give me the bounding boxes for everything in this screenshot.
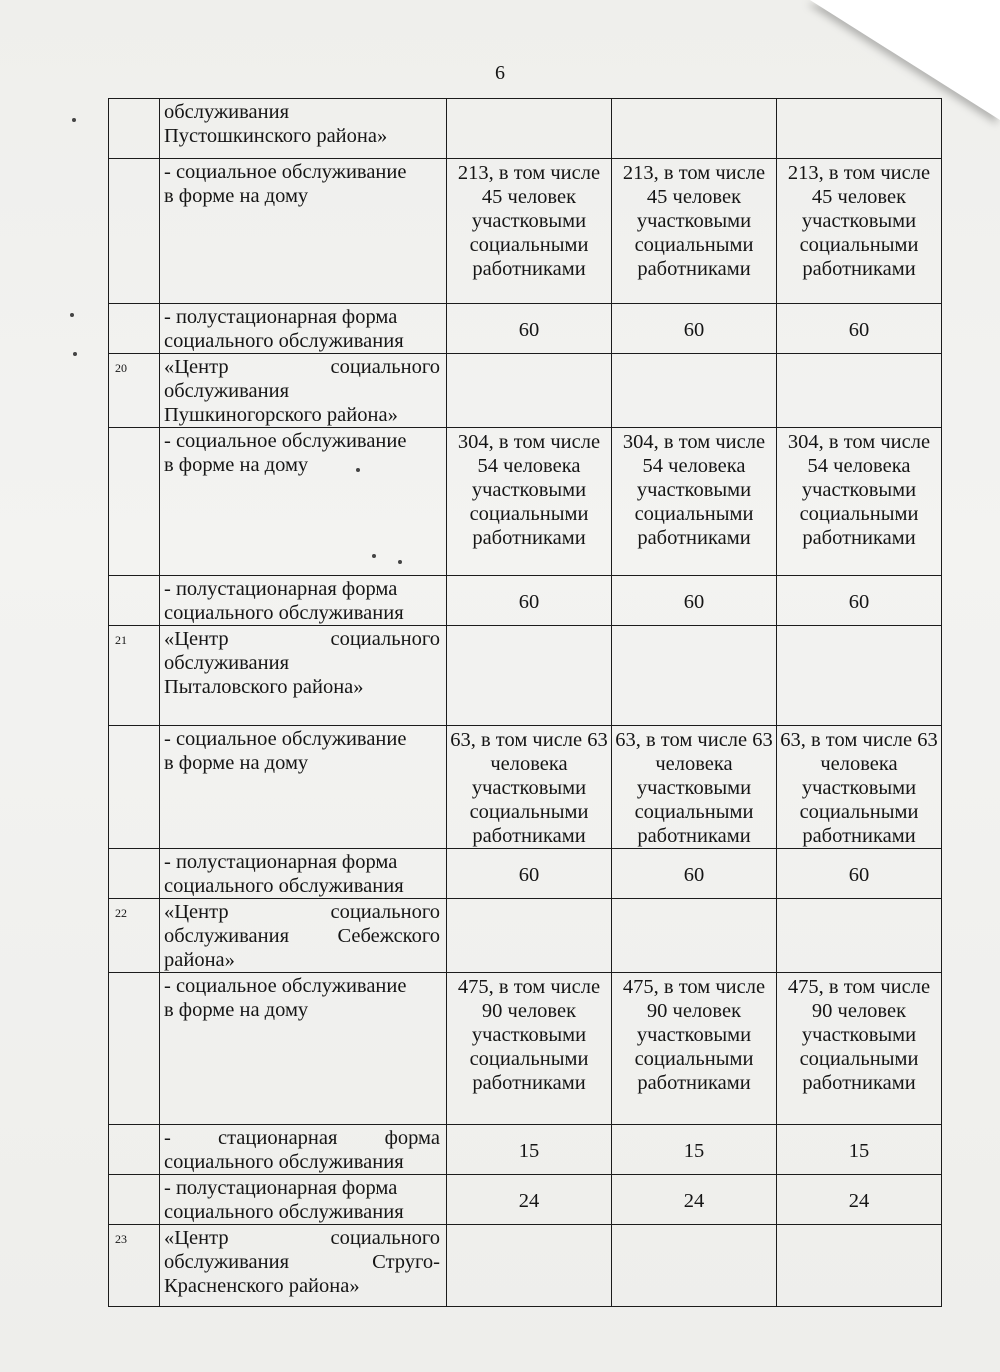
capacity-value-year-1 [447, 626, 612, 726]
table-row [109, 304, 942, 354]
page-number: 6 [495, 62, 505, 84]
service-name-line: «Центр социального [164, 901, 440, 923]
service-name-cell [160, 428, 447, 576]
row-number [109, 1175, 160, 1225]
services-table [108, 98, 942, 1307]
capacity-value-year-3 [777, 99, 942, 159]
table-row [109, 899, 942, 973]
service-name-line: «Центр социального [164, 1227, 440, 1249]
service-name-cell [160, 159, 447, 304]
service-name-line: - стационарная форма [164, 1127, 440, 1149]
table-row [109, 428, 942, 576]
service-name-cell [160, 726, 447, 849]
service-name-line: - социальное обслуживание [164, 430, 407, 452]
capacity-value-year-1 [447, 99, 612, 159]
row-number [109, 428, 160, 576]
table-row [109, 849, 942, 899]
service-name-line: - полустационарная форма [164, 578, 398, 600]
capacity-value-year-3: 60 [777, 849, 942, 899]
capacity-value-year-3: 304, в том числе 54 человека участковыми социальными работниками [777, 428, 942, 576]
row-number [109, 726, 160, 849]
table-row [109, 159, 942, 304]
service-name-cell [160, 576, 447, 626]
service-name-line: «Центр социального [164, 628, 440, 650]
table-row [109, 626, 942, 726]
table-row [109, 1225, 942, 1307]
table-row [109, 99, 942, 159]
capacity-value-year-1: 475, в том числе 90 человек участковыми социальными работниками [447, 973, 612, 1125]
service-name-line: обслуживания Себежского [164, 925, 440, 947]
service-name-line: района» [164, 949, 235, 971]
row-number [109, 99, 160, 159]
service-name-line: - полустационарная форма [164, 306, 398, 328]
capacity-value-year-3 [777, 899, 942, 973]
capacity-value-year-2: 15 [612, 1125, 777, 1175]
capacity-value-year-2: 60 [612, 576, 777, 626]
capacity-value-year-3: 60 [777, 304, 942, 354]
capacity-value-year-1: 60 [447, 849, 612, 899]
service-name-line: в форме на дому [164, 454, 309, 476]
capacity-value-year-2: 304, в том числе 54 человека участковыми социальными работниками [612, 428, 777, 576]
service-name-line: «Центр социального [164, 356, 440, 378]
service-name-line: - социальное обслуживание [164, 728, 407, 750]
capacity-value-year-2 [612, 99, 777, 159]
capacity-value-year-1: 304, в том числе 54 человека участковыми социальными работниками [447, 428, 612, 576]
service-name-line: социального обслуживания [164, 875, 404, 897]
capacity-value-year-2 [612, 1225, 777, 1307]
table-row [109, 354, 942, 428]
capacity-value-year-2: 63, в том числе 63 человека участковыми социальными работниками [612, 726, 777, 849]
service-name-line: социального обслуживания [164, 330, 404, 352]
row-number [109, 973, 160, 1125]
capacity-value-year-3 [777, 626, 942, 726]
table-row [109, 973, 942, 1125]
capacity-value-year-3: 24 [777, 1175, 942, 1225]
capacity-value-year-2 [612, 626, 777, 726]
service-name-line: обслуживания [164, 101, 290, 123]
table-row [109, 1175, 942, 1225]
service-name-cell [160, 626, 447, 726]
capacity-value-year-3: 63, в том числе 63 человека участковыми социальными работниками [777, 726, 942, 849]
service-name-cell [160, 849, 447, 899]
capacity-value-year-3: 213, в том числе 45 человек участковыми социальными работниками [777, 159, 942, 304]
service-name-cell [160, 973, 447, 1125]
capacity-value-year-2 [612, 354, 777, 428]
service-name-line: социального обслуживания [164, 602, 404, 624]
capacity-value-year-2: 475, в том числе 90 человек участковыми социальными работниками [612, 973, 777, 1125]
row-number [109, 159, 160, 304]
service-name-line: в форме на дому [164, 752, 309, 774]
capacity-value-year-3: 15 [777, 1125, 942, 1175]
capacity-value-year-2: 24 [612, 1175, 777, 1225]
table-row [109, 576, 942, 626]
capacity-value-year-1: 60 [447, 304, 612, 354]
capacity-value-year-2 [612, 899, 777, 973]
row-number [109, 849, 160, 899]
service-name-cell [160, 354, 447, 428]
service-name-line: в форме на дому [164, 185, 309, 207]
service-name-line: обслуживания [164, 652, 290, 674]
row-number [109, 576, 160, 626]
service-name-line: Пыталовского района» [164, 676, 364, 698]
capacity-value-year-1: 213, в том числе 45 человек участковыми социальными работниками [447, 159, 612, 304]
row-number: 23 [109, 1225, 160, 1307]
capacity-value-year-1: 63, в том числе 63 человека участковыми социальными работниками [447, 726, 612, 849]
capacity-value-year-1 [447, 354, 612, 428]
capacity-value-year-2: 60 [612, 304, 777, 354]
capacity-value-year-3: 475, в том числе 90 человек участковыми социальными работниками [777, 973, 942, 1125]
service-name-cell [160, 899, 447, 973]
capacity-value-year-1: 60 [447, 576, 612, 626]
service-name-line: в форме на дому [164, 999, 309, 1021]
capacity-value-year-2: 213, в том числе 45 человек участковыми социальными работниками [612, 159, 777, 304]
service-name-line: - социальное обслуживание [164, 161, 407, 183]
service-name-line: - социальное обслуживание [164, 975, 407, 997]
service-name-line: Пустошкинского района» [164, 125, 388, 147]
capacity-value-year-1: 15 [447, 1125, 612, 1175]
row-number: 22 [109, 899, 160, 973]
row-number [109, 1125, 160, 1175]
service-name-line: - полустационарная форма [164, 1177, 398, 1199]
row-number [109, 304, 160, 354]
service-name-cell [160, 99, 447, 159]
service-name-line: обслуживания Струго- [164, 1251, 440, 1273]
service-name-cell [160, 1225, 447, 1307]
capacity-value-year-3 [777, 1225, 942, 1307]
service-name-line: Красненского района» [164, 1275, 360, 1297]
service-name-cell [160, 304, 447, 354]
capacity-value-year-2: 60 [612, 849, 777, 899]
service-name-cell [160, 1125, 447, 1175]
service-name-line: социального обслуживания [164, 1201, 404, 1223]
service-name-line: социального обслуживания [164, 1151, 404, 1173]
row-number: 20 [109, 354, 160, 428]
service-name-line: обслуживания [164, 380, 290, 402]
capacity-value-year-1 [447, 1225, 612, 1307]
capacity-value-year-1: 24 [447, 1175, 612, 1225]
row-number: 21 [109, 626, 160, 726]
service-name-line: Пушкиногорского района» [164, 404, 398, 426]
table-row [109, 1125, 942, 1175]
table-row [109, 726, 942, 849]
service-name-line: - полустационарная форма [164, 851, 398, 873]
service-name-cell [160, 1175, 447, 1225]
capacity-value-year-3 [777, 354, 942, 428]
capacity-value-year-1 [447, 899, 612, 973]
capacity-value-year-3: 60 [777, 576, 942, 626]
